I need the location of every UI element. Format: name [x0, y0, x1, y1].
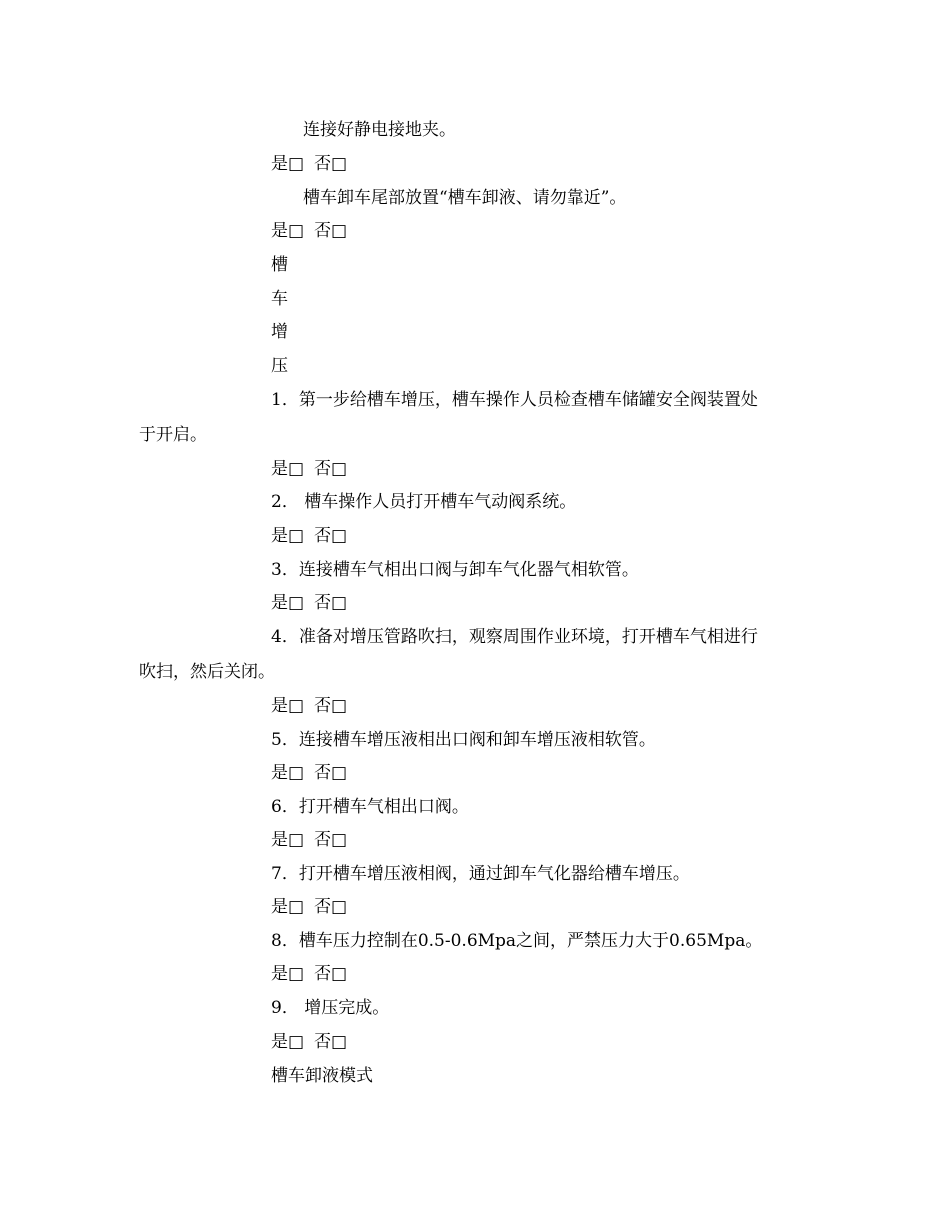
no-checkbox[interactable]: 否□	[314, 459, 348, 479]
step-5-text: 5．连接槽车增压液相出口阀和卸车增压液相软管。	[271, 730, 656, 750]
yes-no-checkbox-row	[271, 896, 347, 918]
no-checkbox[interactable]: 否□	[314, 593, 348, 613]
yes-no-checkbox-row	[271, 1031, 347, 1053]
yes-no-checkbox-row	[271, 525, 347, 547]
yes-no-checkbox-row	[271, 220, 347, 242]
yes-no-checkbox-row	[271, 458, 347, 480]
step-7-text: 7．打开槽车增压液相阀，通过卸车气化器给槽车增压。	[271, 864, 690, 884]
yes-checkbox[interactable]: 是□	[271, 830, 305, 850]
step-4-text-cont: 吹扫，然后关闭。	[139, 662, 275, 682]
section-title-char: 压	[271, 356, 288, 376]
no-checkbox[interactable]: 否□	[314, 830, 348, 850]
no-checkbox[interactable]: 否□	[314, 964, 348, 984]
no-checkbox[interactable]: 否□	[314, 897, 348, 917]
section-title-char: 槽	[271, 255, 288, 275]
yes-checkbox[interactable]: 是□	[271, 526, 305, 546]
step-1-text-cont: 于开启。	[139, 425, 207, 445]
yes-no-checkbox-row	[271, 153, 347, 175]
yes-no-checkbox-row	[271, 762, 347, 784]
no-checkbox[interactable]: 否□	[314, 696, 348, 716]
no-checkbox[interactable]: 否□	[314, 221, 348, 241]
yes-checkbox[interactable]: 是□	[271, 1032, 305, 1052]
step-9-text: 9． 增压完成。	[271, 998, 390, 1018]
yes-no-checkbox-row	[271, 829, 347, 851]
prep-item-warning-sign: 槽车卸车尾部放置“槽车卸液、请勿靠近”。	[303, 188, 627, 208]
yes-checkbox[interactable]: 是□	[271, 459, 305, 479]
no-checkbox[interactable]: 否□	[314, 154, 348, 174]
yes-checkbox[interactable]: 是□	[271, 593, 305, 613]
step-4-text: 4．准备对增压管路吹扫，观察周围作业环境，打开槽车气相进行	[271, 627, 758, 647]
step-6-text: 6．打开槽车气相出口阀。	[271, 797, 469, 817]
yes-checkbox[interactable]: 是□	[271, 897, 305, 917]
section-title-char: 增	[271, 322, 288, 342]
yes-no-checkbox-row	[271, 963, 347, 985]
no-checkbox[interactable]: 否□	[314, 1032, 348, 1052]
step-3-text: 3．连接槽车气相出口阀与卸车气化器气相软管。	[271, 560, 639, 580]
yes-checkbox[interactable]: 是□	[271, 964, 305, 984]
no-checkbox[interactable]: 否□	[314, 526, 348, 546]
step-2-text: 2． 槽车操作人员打开槽车气动阀系统。	[271, 492, 577, 512]
yes-no-checkbox-row	[271, 695, 347, 717]
yes-checkbox[interactable]: 是□	[271, 221, 305, 241]
prep-item-static-clamp: 连接好静电接地夹。	[303, 120, 456, 140]
yes-checkbox[interactable]: 是□	[271, 696, 305, 716]
step-1-text: 1．第一步给槽车增压，槽车操作人员检查槽车储罐安全阀装置处	[271, 390, 758, 410]
no-checkbox[interactable]: 否□	[314, 763, 348, 783]
next-section-title: 槽车卸液模式	[271, 1066, 373, 1086]
step-8-text: 8．槽车压力控制在0.5-0.6Mpa之间，严禁压力大于0.65Mpa。	[271, 931, 763, 951]
yes-checkbox[interactable]: 是□	[271, 154, 305, 174]
section-title-char: 车	[271, 289, 288, 309]
yes-no-checkbox-row	[271, 592, 347, 614]
yes-checkbox[interactable]: 是□	[271, 763, 305, 783]
